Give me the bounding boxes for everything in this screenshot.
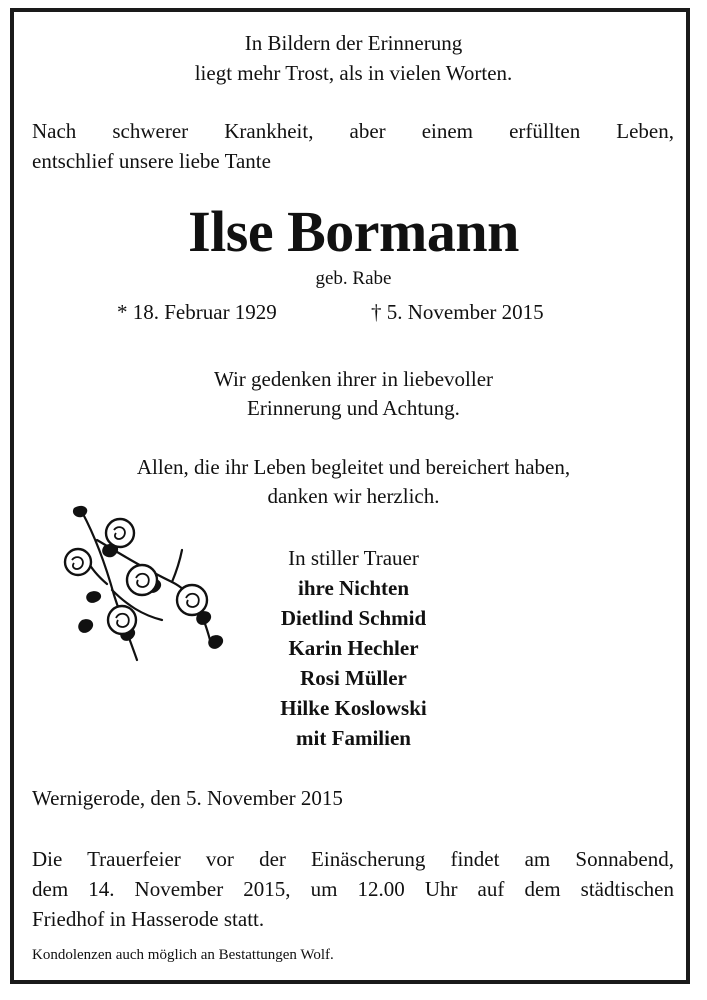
mourner-name: Rosi Müller bbox=[300, 666, 407, 690]
motto-line-1: In Bildern der Erinnerung bbox=[244, 31, 463, 55]
death-date: † 5. November 2015 bbox=[371, 300, 544, 324]
motto-line-2: liegt mehr Trost, als in vielen Worten. bbox=[194, 61, 513, 85]
condolences-note: Kondolenzen auch möglich an Bestattungen Wolf. bbox=[32, 947, 334, 963]
thanks-line-1: Allen, die ihr Leben begleitet und bereichert haben, bbox=[136, 455, 571, 479]
remembrance-line-2: Erinnerung und Achtung. bbox=[247, 396, 460, 420]
mourners-heading-text: In stiller Trauer bbox=[288, 546, 419, 570]
place-date: Wernigerode, den 5. November 2015 bbox=[32, 786, 343, 810]
deceased-name: Ilse Bormann bbox=[188, 199, 519, 264]
remembrance-line-1: Wir gedenken ihrer in liebevoller bbox=[213, 367, 494, 391]
thanks-line-2: danken wir herzlich. bbox=[267, 484, 440, 508]
mourner-name: Karin Hechler bbox=[288, 636, 419, 660]
funeral-line-1: Die Trauerfeier vor der Einäscherung findet am Sonnabend, bbox=[32, 847, 674, 871]
intro-line-1: Nach schwerer Krankheit, aber einem erfüllten Leben, bbox=[32, 119, 674, 143]
intro-line-2: entschlief unsere liebe Tante bbox=[32, 149, 271, 173]
mourner-name: Hilke Koslowski bbox=[280, 696, 427, 720]
mourner-name: Dietlind Schmid bbox=[280, 606, 427, 630]
funeral-line-2: dem 14. November 2015, um 12.00 Uhr auf dem städtischen bbox=[32, 877, 674, 901]
funeral-line-3: Friedhof in Hasserode statt. bbox=[32, 907, 265, 931]
birth-date: * 18. Februar 1929 bbox=[117, 300, 277, 324]
mourner-name: ihre Nichten bbox=[297, 576, 410, 600]
maiden-name: geb. Rabe bbox=[315, 268, 392, 289]
mourner-name: mit Familien bbox=[296, 726, 411, 750]
